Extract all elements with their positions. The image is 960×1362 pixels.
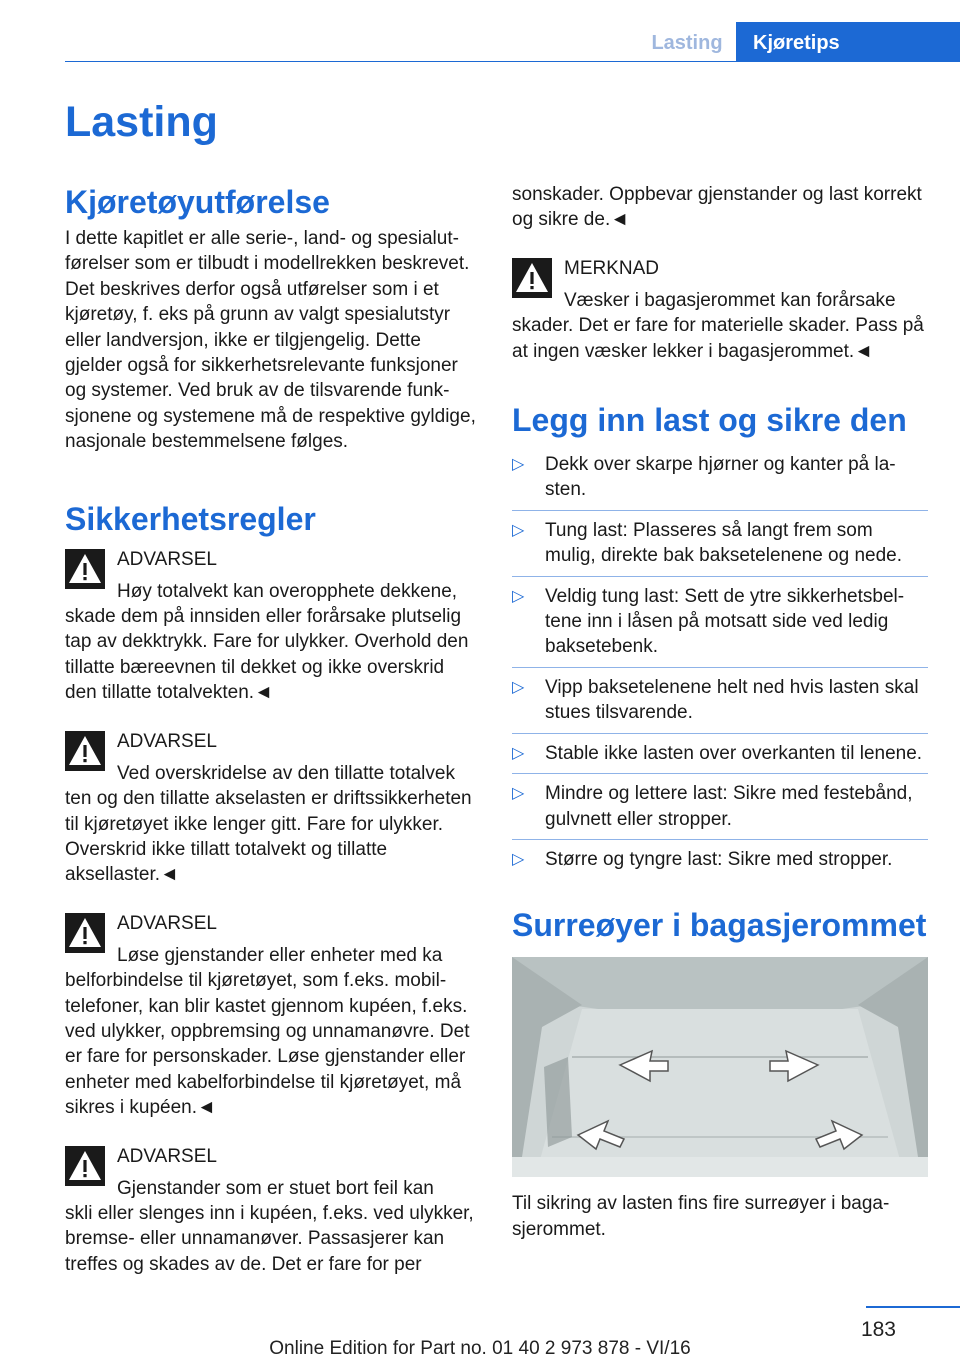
warning-text-first: Høy totalvekt kan overopphete dekkene, <box>117 580 458 602</box>
triangle-right-icon: ▷ <box>512 587 525 605</box>
warning-label: ADVARSEL <box>117 548 217 570</box>
list-item-text: Tung last: Plasseres så langt frem som mulig, direkte bak baksetelenene og nede. <box>545 519 903 567</box>
photo-caption: Til sikring av lasten fins fire surreøyer i bagasjerommet. <box>512 1193 890 1240</box>
triangle-right-icon: ▷ <box>512 456 525 474</box>
triangle-right-icon: ▷ <box>512 521 525 539</box>
page-title: Lasting <box>65 98 218 146</box>
continued-paragraph: sonskader. Oppbevar gjenstander og last korrekt og sikre de.◄ <box>512 184 922 231</box>
list-item-text: Større og tyngre last: Sikre med stropper. <box>545 848 893 870</box>
note-block <box>512 256 928 364</box>
list-item-text: Veldig tung last: Sett de ytre sikkerhetsbeltene inn i låsen på motsatt side ved ledig baksetebenk. <box>545 585 905 658</box>
list-item-text: Stable ikke lasten over overkanten til lenene. <box>545 742 923 764</box>
warning-text: belforbindelse til kjøretøyet, som f.eks. mobiltelefoner, kan blir kastet gjennom kupéen, f.eks. ved ulykker, oppbremsing og unnamanøvre. Det er fare for personskader. Løse gjenstander eller enheter med kabelforbindelse til kjøretøyet, må sikres i kupéen.◄ <box>65 970 470 1119</box>
list-item-text: Vipp baksetelenene helt ned hvis lasten skal stues tilsvarende. <box>545 676 919 724</box>
warning-text: skli eller slenges inn i kupéen, f.eks. ved ulykker, bremse- eller unnamanøver. Passasjerer kan treffes og skades av de. Det er fare for per <box>65 1202 474 1275</box>
warning-block <box>65 911 478 1121</box>
warning-text-first: Ved overskridelse av den tillatte totalvek <box>117 762 455 784</box>
warning-text-first: Gjenstander som er stuet bort feil kan <box>117 1177 434 1199</box>
warning-label: ADVARSEL <box>117 730 217 752</box>
heading-legg-inn-last: Legg inn last og sikre den <box>512 402 907 439</box>
header-tab-lasting: Lasting <box>651 32 723 54</box>
warning-text: ten og den tillatte akselasten er driftssikkerheten til kjøretøyet ikke lenger gitt. Fare for ulykker. Overskrid ikke tillatt totalvekt og tillatte aksellaster.◄ <box>65 788 472 886</box>
heading-surreoyer: Surreøyer i bagasjerommet <box>512 907 927 944</box>
note-text: skader. Det er fare for materielle skader. Pass på at ingen væsker lekker i bagasjerommet.◄ <box>512 315 924 362</box>
triangle-right-icon: ▷ <box>512 678 525 696</box>
list-item <box>512 584 928 668</box>
triangle-right-icon: ▷ <box>512 785 525 803</box>
edition-footer: Online Edition for Part no. 01 40 2 973 878 - VI/16 <box>269 1338 691 1359</box>
footer-rule <box>866 1306 960 1308</box>
warning-block <box>65 1144 478 1278</box>
list-item <box>512 781 928 840</box>
page-number: 183 <box>860 1318 896 1341</box>
list-item <box>512 452 928 511</box>
list-item <box>512 675 928 734</box>
list-item <box>512 518 928 577</box>
left-column <box>65 182 478 1277</box>
note-text-first: Væsker i bagasjerommet kan forårsake <box>564 289 896 311</box>
warning-triangle-icon <box>65 731 105 771</box>
warning-label: ADVARSEL <box>117 912 217 934</box>
triangle-right-icon: ▷ <box>512 744 525 762</box>
list-item-text: Mindre og lettere last: Sikre med festebånd, gulvnett eller stropper. <box>545 783 913 830</box>
note-label: MERKNAD <box>564 257 660 279</box>
warning-label: ADVARSEL <box>117 1145 217 1167</box>
loading-instructions-list <box>512 452 928 879</box>
triangle-right-icon: ▷ <box>512 850 525 868</box>
right-column <box>512 182 928 1242</box>
header-rule <box>65 61 960 62</box>
warning-triangle-icon <box>65 549 105 589</box>
warning-triangle-icon <box>65 913 105 953</box>
heading-sikkerhetsregler: Sikkerhetsregler <box>65 500 316 537</box>
warning-text-first: Løse gjenstander eller enheter med ka <box>117 944 443 966</box>
heading-kjoretoyutforelse: Kjøretøyutførelse <box>65 184 330 220</box>
list-item-text: Dekk over skarpe hjørner og kanter på lasten. <box>545 454 896 501</box>
warning-block <box>65 547 478 706</box>
warning-block <box>65 729 478 888</box>
trunk-tie-down-photo <box>512 957 928 1177</box>
warning-triangle-icon <box>65 1146 105 1186</box>
header-tab-kjoretips: Kjøretips <box>736 22 960 62</box>
list-item <box>512 847 928 879</box>
list-item <box>512 741 928 774</box>
intro-paragraph: I dette kapitlet er alle serie-, land- og spesialutførelser som er tilbudt i modellrekken beskrevet. Det beskrives derfor også utførelser som i et kjøretøy, f. eks på grunn av valgt spesialutstyr eller landversjon, ikke er tilgjengelig. Dette gjelder også for sikkerhetsrelevante funksjoner og systemer. Ved bruk av de tilsvarende funksjonene og systemene må de respektive gyldige, nasjonale bestemmelsene følges. <box>65 228 476 453</box>
warning-triangle-icon <box>512 258 552 298</box>
warning-text: skade dem på innsiden eller forårsake plutselig tap av dekktrykk. Fare for ulykker. Overhold den tillatte bæreevnen til dekket og ikke overskrid den tillatte totalvekten.◄ <box>65 606 469 704</box>
trunk-illustration <box>512 957 928 1177</box>
